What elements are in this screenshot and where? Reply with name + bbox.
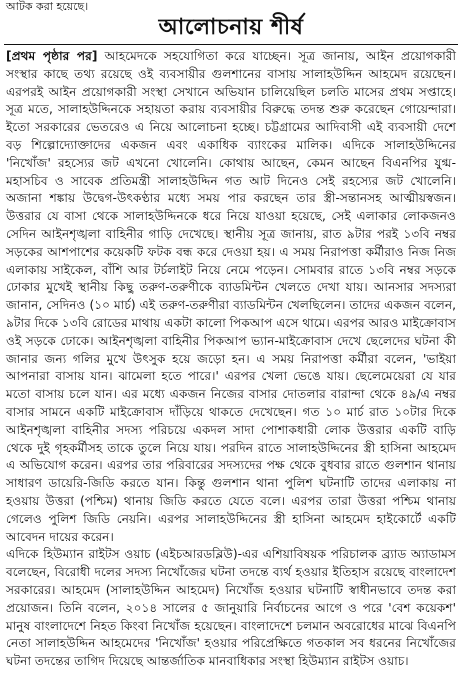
previous-article-fragment: আটক করা হয়েছে। bbox=[6, 0, 89, 13]
article-body bbox=[6, 48, 456, 671]
headline-divider bbox=[4, 44, 458, 45]
article-paragraph-2: এদিকে হিউম্যান রাইটস ওয়াচ (এইচআরডব্লিউ)-এর এশিয়াবিষয়ক পরিচালক ব্র্যাড অ্যাডামস বলেছেন, বিরোধী দলের সদস্য নিখোঁজের ঘটনা তদন্তে ব্যর্থ হওয়ার ইতিহাস রয়েছে বাংলাদেশ সরকারের। আহমেদ (সালাহউদ্দিন আহমেদ) নিখোঁজ হওয়ার ঘটনাটি স্বাধীনভাবে তদন্ত করা প্রয়োজন। তিনি বলেন, ২০১৪ সালের ৫ জানুয়ারি নির্বাচনের আগে ও পরে 'বেশ কয়েকশ' মানুষ বাংলাদেশে নিহত কিংবা নিখোঁজ হয়েছেন। বাংলাদেশে চলমান অবরোধের মাঝে বিএনপি নেতা সালাহউদ্দিন আহমেদের 'নিখোঁজ' হওয়ার পরিপ্রেক্ষিতে গতকাল সব ধরনের নিখোঁজের ঘটনা তদন্তের তাগিদ দিয়েছে আন্তর্জাতিক মানবাধিকার সংস্থা হিউম্যান রাইটস ওয়াচ। bbox=[6, 547, 456, 669]
article-paragraph-1 bbox=[6, 48, 456, 546]
article-headline: আলোচনায় শীর্ষ bbox=[158, 15, 304, 40]
paragraph-1-text: আহমেদকে সহযোগিতা করে যাচ্ছেন। সূত্র জানায়, আইন প্রয়োগকারী সংস্থার কাছে তথ্য রয়েছে ওই ব্যবসায়ীর গুলশানের বাসায় সালাহউদ্দিন আহমেদ রয়েছেন। এরপরই আইন প্রয়োগকারী সংস্থা সেখানে অভিযান চালিয়েছিল চলতি মাসের প্রথম সপ্তাহে। সূত্র মতে, সালাহউদ্দিনকে সহায়তা করায় ব্যবসায়ীর বিরুদ্ধে তদন্ত শুরু করেছেন গোয়েন্দারা। ইতো সরকারের ভেতরেও এ নিয়ে আলোচনা হচ্ছে। চট্টগ্রামের আদিবাসী এই ব্যবসায়ী দেশে বড় শিল্পোদ্যোক্তাদের একজন এবং একাধিক ব্যাংকের মালিক। এদিকে সালাহউদ্দিনের 'নিখোঁজ' রহস্যের জট এখনো খোলেনি। কোথায় আছেন, কেমন আছেন বিএনপির যুগ্ম-মহাসচিব ও সাবেক প্রতিমন্ত্রী সালাহউদ্দিন গত আট দিনেও সেই রহস্যের জট খোলেনি। অজানা শঙ্কায় উদ্বেগ-উৎকণ্ঠার মধ্যে সময় পার করছেন তার স্ত্রী-সন্তানসহ আত্মীয়স্বজন। উত্তরার যে বাসা থেকে সালাহউদ্দিনকে ধরে নিয়ে যাওয়া হয়েছে, সেই এলাকার লোকজনও সেদিন আইনশৃঙ্খলা বাহিনীর গাড়ি দেখেছে। স্থানীয় সূত্র জানায়, রাত ৯টার পরই ১৩বি নম্বর সড়কের আশপাশের কয়েকটি ফটক বন্ধ করে দেওয়া হয়। এ সময় নিরাপত্তা কর্মীরাও নিজ নিজ এলাকায় সাইকেল, বাঁশি আর টর্চলাইট নিয়ে নেমে পড়েন। সোমবার রাতে ১৩বি নম্বর সড়কে ঢোকার মুখেই স্থানীয় কিছু তরুণ-তরুণীকে ব্যাডমিন্টন খেলতে দেখা যায়। আনসার সদস্যরা জানান, সেদিনও (১০ মার্চ) এই তরুণ-তরুণীরা ব্যাডমিন্টন খেলছিলেন। তাদের একজন বলেন, ৯টার দিকে ১৩বি রোডের মাথায় একটা কালো পিকআপ এসে থামে। এরপর আরও মাইক্রোবাস ওই সড়কে ঢোকে। আইনশৃঙ্খলা বাহিনীর পিকআপ ভ্যান-মাইক্রোবাস দেখে ছেলেদের ঘটনা কী জানার জন্য গলির মুখে উৎসুক হয়ে জড়ো হন। এ সময় নিরাপত্তা কর্মীরা বলেন, 'ভাইয়া আপনারা বাসায় যান। ঝামেলা হতে পারে।' এরপর খেলা ভেঙে যায়। ছেলেমেয়েরা যে যার মতো বাসায় চলে যান। এর মধ্যে একজন নিজের বাসার দোতলার বারান্দা থেকে ৪৯/এ নম্বর বাসার সামনে একটি মাইক্রোবাস দাঁড়িয়ে থাকতে দেখেছেন। গত ১০ মার্চ রাত ১০টার দিকে আইনশৃঙ্খলা বাহিনীর সদস্য পরিচয়ে একদল সাদা পোশাকধারী লোক উত্তরার একটি বাড়ি থেকে দুই গৃহকর্মীসহ তাকে তুলে নিয়ে যায়। পরদিন রাতে সালাহউদ্দিনের স্ত্রী হাসিনা আহমেদ এ অভিযোগ করেন। এরপর তার পরিবারের সদস্যদের পক্ষ থেকে বুধবার রাতে গুলশান থানায় সাধারণ ডায়েরি-জিডি করতে যান। কিন্তু গুলশান থানা পুলিশ ঘটনাটি তাদের এলাকায় না হওয়ায় উত্তরা (পশ্চিম) থানায় জিডি করতে যেতে বলে। এরপর তারা উত্তরা পশ্চিম থানায় গেলেও পুলিশ জিডি নেয়নি। এরপর সালাহউদ্দিনের স্ত্রী হাসিনা আহমেদ হাইকোর্টে একটি আবেদন দায়ের করেন। bbox=[6, 49, 456, 544]
continued-from-tag: [প্রথম পৃষ্ঠার পর] bbox=[6, 49, 98, 63]
